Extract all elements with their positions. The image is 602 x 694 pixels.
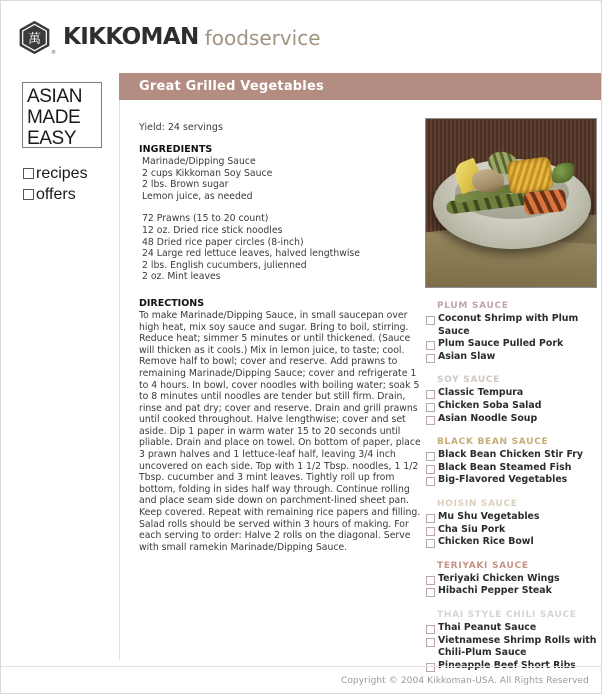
checkbox-icon — [426, 465, 435, 474]
recipe-link[interactable] — [425, 474, 601, 487]
sauce-category-list — [425, 299, 601, 682]
recipe-link-label: Asian Slaw — [438, 350, 496, 362]
recipe-link-label: Chicken Rice Bowl — [438, 536, 534, 548]
recipe-link-label: Cha Siu Pork — [438, 523, 506, 535]
category-teriyaki-sauce — [425, 559, 601, 598]
recipe-link[interactable] — [425, 573, 601, 586]
category-heading: PLUM SAUCE — [437, 301, 509, 311]
recipe-link-label: Asian Noodle Soup — [438, 412, 538, 424]
recipe-link-label: Mu Shu Vegetables — [438, 510, 540, 522]
recipe-link[interactable] — [425, 338, 601, 351]
category-plum-sauce — [425, 299, 601, 363]
page-title: Great Grilled Vegetables — [139, 79, 324, 94]
sidebar-divider — [119, 100, 120, 660]
promo-line-3: EASY — [27, 128, 77, 149]
category-soy-sauce — [425, 373, 601, 425]
recipe-link[interactable] — [425, 524, 601, 537]
checkbox-icon — [426, 354, 435, 363]
copyright-text: Copyright © 2004 Kikkoman-USA. All Rights Reserved — [340, 676, 589, 686]
ingredient-item: Lemon juice, as needed — [142, 190, 253, 202]
checkbox-icon — [426, 316, 435, 325]
brand-logo[interactable] — [17, 20, 321, 55]
recipe-link[interactable] — [425, 400, 601, 413]
recipe-link-label: Chicken Soba Salad — [438, 399, 542, 411]
checkbox-icon — [426, 514, 435, 523]
checkbox-icon — [426, 390, 435, 399]
directions-text: To make Marinade/Dipping Sauce, in small saucepan over high heat, mix soy sauce and sugar. Bring to boil, stirring. Reduce heat; simmer 5 minutes or until thickened. (Sauce will thicken as it cools.) Mix in lemon juice, to taste; cool. Remove half to bowl; cover and reserve. Add prawns to remaining Marinade/Dipping Sauce; cover and refrigerate 1 to 4 hours. In bowl, cover noodles with boiling water; soak 5 to 8 minutes until noodles are tender but still firm. Drain, rinse and pat dry; cover and reserve. Drain and grill prawns until cooked throughout. Halve lengthwise; cover and set aside. Dip 1 paper in warm water 15 to 20 seconds until pliable. Drain and place on towel. On bottom of paper, place 3 prawn halves and 1 lettuce-leaf half, leaving 3/4 inch uncovered on each side. Top with 1 1/2 Tbsp. noodles, 1 1/2 Tbsp. cucumber and 3 mint leaves. Tightly roll up from bottom, folding in sides half way through. Continue rolling and place seam side down on parchment-lined sheet pan. Keep covered. Repeat with remaining rice papers and filling. Salad rolls should be served within 3 hours of making. For each serving to order: Halve 2 rolls on the diagonal. Serve with small ramekin Marinade/Dipping Sauce. — [139, 309, 421, 553]
checkbox-icon — [426, 638, 435, 647]
photo-corn — [506, 156, 554, 195]
ingredient-item: Marinade/Dipping Sauce — [142, 156, 256, 167]
recipe-link[interactable] — [425, 413, 601, 426]
sidebar-item-offers[interactable] — [23, 185, 119, 204]
brand-name: KIKKOMAN — [63, 24, 199, 50]
checkbox-icon — [23, 189, 34, 200]
ingredient-item: 2 oz. Mint leaves — [142, 271, 221, 283]
ingredient-item: 2 lbs. English cucumbers, julienned — [142, 259, 307, 271]
asian-made-easy-promo[interactable] — [22, 82, 102, 148]
recipe-link-label: Teriyaki Chicken Wings — [438, 572, 560, 584]
recipe-link[interactable] — [425, 351, 601, 364]
recipe-link[interactable] — [425, 511, 601, 524]
recipe-link-label: Big-Flavored Vegetables — [438, 474, 568, 486]
recipe-link-label: Black Bean Steamed Fish — [438, 461, 572, 473]
checkbox-icon — [23, 168, 34, 179]
checkbox-icon — [426, 416, 435, 425]
recipe-link[interactable] — [425, 313, 601, 338]
ingredients-list-primary — [139, 156, 424, 202]
checkbox-icon — [426, 527, 435, 536]
brand-subtitle: foodservice — [204, 25, 321, 50]
recipe-link-label: Vietnamese Shrimp Rolls with Chili-Plum Sauce — [438, 634, 597, 659]
recipe-link-label: Classic Tempura — [438, 387, 524, 399]
left-sidebar — [1, 73, 119, 693]
sidebar-item-recipes[interactable] — [23, 164, 119, 183]
ingredient-item: 2 lbs. Brown sugar — [142, 179, 229, 191]
recipe-yield: Yield: 24 servings — [139, 122, 223, 133]
photo-pepper — [523, 189, 567, 215]
recipe-link[interactable] — [425, 536, 601, 549]
recipe-link[interactable] — [425, 462, 601, 475]
sidebar-item-label: offers — [36, 186, 76, 203]
svg-text:萬: 萬 — [27, 31, 42, 47]
footer-divider — [1, 666, 601, 667]
recipe-link-label: Plum Sauce Pulled Pork — [438, 338, 564, 350]
recipe-link[interactable] — [425, 585, 601, 598]
ingredients-heading: INGREDIENTS — [139, 144, 213, 155]
ingredient-item: 2 cups Kikkoman Soy Sauce — [142, 167, 273, 179]
site-header — [1, 1, 601, 73]
registered-mark: ® — [51, 50, 56, 56]
recipe-content — [139, 121, 424, 553]
kikkoman-hexagon-logo-icon — [17, 20, 56, 56]
ingredient-item: 48 Dried rice paper circles (8-inch) — [142, 236, 304, 248]
category-heading: THAI STYLE CHILI SAUCE — [437, 609, 577, 620]
ingredient-item: 24 Large red lettuce leaves, halved lengthwise — [142, 248, 360, 260]
category-heading: TERIYAKI SAUCE — [437, 560, 529, 571]
checkbox-icon — [426, 625, 435, 634]
checkbox-icon — [426, 576, 435, 585]
checkbox-icon — [426, 663, 435, 672]
category-heading: BLACK BEAN SAUCE — [437, 437, 549, 448]
recipe-link-label: Hibachi Pepper Steak — [438, 585, 552, 597]
checkbox-icon — [426, 341, 435, 350]
checkbox-icon — [426, 403, 435, 412]
recipe-link[interactable] — [425, 635, 601, 660]
recipe-link-label: Thai Peanut Sauce — [438, 621, 537, 633]
sidebar-nav — [23, 164, 119, 206]
category-heading: SOY SAUCE — [437, 375, 500, 386]
grilled-vegetables-photo — [425, 118, 597, 288]
promo-line-2: MADE — [27, 107, 81, 128]
recipe-link[interactable] — [425, 387, 601, 400]
ingredients-spacer — [139, 202, 424, 213]
checkbox-icon — [426, 539, 435, 548]
promo-line-1: ASIAN — [27, 86, 83, 107]
ingredient-item: 72 Prawns (15 to 20 count) — [142, 213, 269, 225]
category-black-bean-sauce — [425, 435, 601, 487]
recipe-link-label: Coconut Shrimp with Plum Sauce — [438, 313, 579, 337]
checkbox-icon — [426, 452, 435, 461]
category-thai-style-chili-sauce — [425, 608, 601, 672]
category-heading: HOISIN SAUCE — [437, 498, 518, 509]
checkbox-icon — [426, 588, 435, 597]
category-hoisin-sauce — [425, 497, 601, 549]
ingredients-list-secondary — [139, 213, 424, 283]
directions-heading: DIRECTIONS — [139, 297, 205, 309]
sidebar-item-label: recipes — [36, 165, 88, 182]
recipe-link-label: Black Bean Chicken Stir Fry — [438, 449, 583, 461]
checkbox-icon — [426, 477, 435, 486]
recipe-link[interactable] — [425, 449, 601, 462]
ingredient-item: 12 oz. Dried rice stick noodles — [142, 224, 283, 236]
recipe-link[interactable] — [425, 622, 601, 635]
